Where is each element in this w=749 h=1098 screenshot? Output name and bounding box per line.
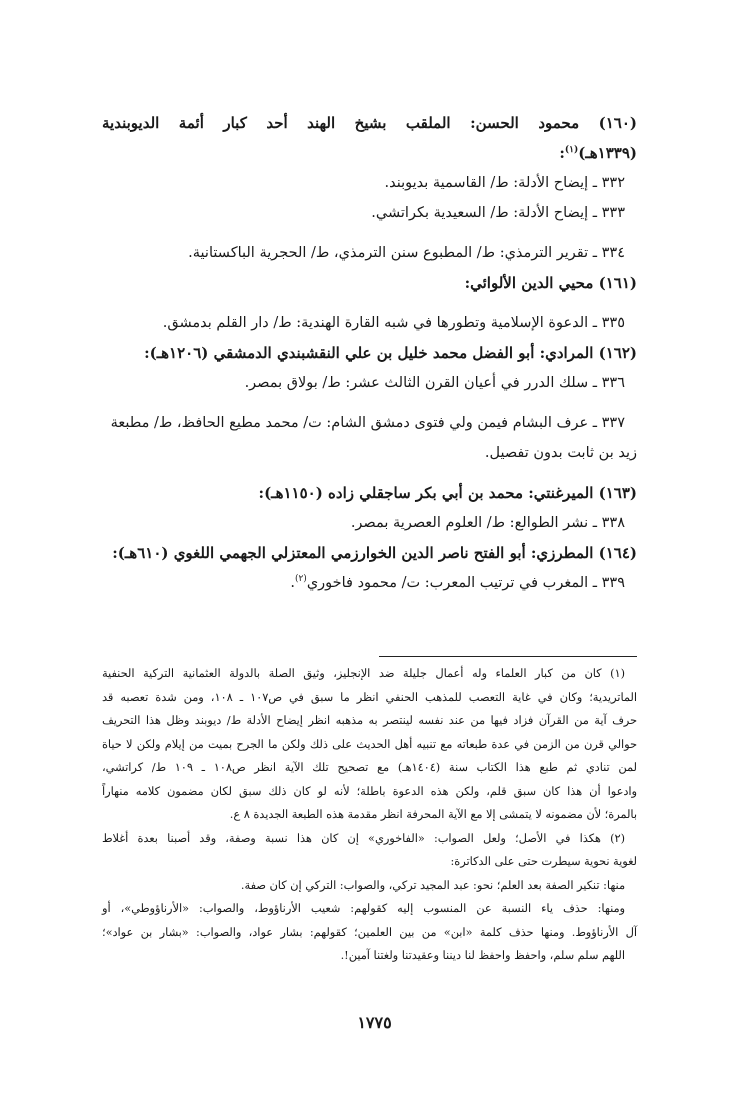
- line-text: ٣٣٢ ـ إيضاح الأدلة: ط/ القاسمية بديوبند.: [384, 175, 625, 191]
- footnote-line: اللهم سلم سلم، واحفظ واحفظ لنا ديننا وعقيدتنا ولغتنا آمين!.: [340, 949, 625, 962]
- book-entry: [102, 368, 637, 398]
- footnote-line: الماتريدية؛ وكان في غاية التعصب للمذهب الحنفي انظر ما سبق في ص١٠٧ ـ ١٠٨، ومن شدة تعصبه قد: [102, 690, 637, 704]
- line-text: ٣٣٥ ـ الدعوة الإسلامية وتطورها في شبه القارة الهندية: ط/ دار القلم بدمشق.: [162, 315, 625, 331]
- main-text: [102, 108, 637, 598]
- line-punctuation: .: [290, 575, 295, 591]
- footnote-line: (٢) هكذا في الأصل؛ ولعل الصواب: «الفاخوري» إن كان هذا نسبة وصفة، وقد أصبنا بعدة أغلاط: [102, 831, 625, 845]
- line-text: (١٦٣) الميرغنتي: محمد بن أبي بكر ساجقلي زاده (١١٥٠هـ):: [258, 484, 637, 502]
- section-heading: [102, 108, 637, 138]
- book-entry: [102, 238, 637, 268]
- section-heading: [102, 338, 637, 368]
- spacer: [102, 468, 637, 478]
- footnote-separator: [379, 656, 637, 657]
- book-entry: [102, 198, 637, 228]
- line-text: ٣٣٨ ـ نشر الطوالع: ط/ العلوم العصرية بمصر.: [350, 515, 625, 531]
- line-text: ٣٣٦ ـ سلك الدرر في أعيان القرن الثالث عشر: ط/ بولاق بمصر.: [244, 375, 625, 391]
- line-text: ٣٣٩ ـ المغرب في ترتيب المعرب: ت/ محمود فاخوري: [306, 575, 625, 591]
- footnote-marker: (٢): [294, 574, 307, 585]
- line-text: ٣٣٤ ـ تقرير الترمذي: ط/ المطبوع سنن الترمذي، ط/ الحجرية الباكستانية.: [188, 245, 625, 261]
- footnote-line: لغوية نحوية سيطرت حتى على الدكاترة:: [450, 855, 637, 868]
- book-entry: [102, 408, 637, 438]
- footnote-marker: (١): [564, 145, 579, 155]
- footnotes: [102, 662, 637, 968]
- footnote-line: وادعوا أن هذا كان سبق قلم، ولكن هذه الدعوة باطلة؛ لأنه لو كان ذلك سبق لكان مضمون كلامه منهاراً: [102, 784, 637, 798]
- line-text: (١٦٤) المطرزي: أبو الفتح ناصر الدين الخوارزمي المعتزلي الجهمي اللغوي (٦١٠هـ):: [112, 544, 637, 562]
- line-text: (١٦٢) المرادي: أبو الفضل محمد خليل بن علي النقشبندي الدمشقي (١٢٠٦هـ):: [144, 344, 637, 362]
- footnote-line: بالمرة؛ لأن مضمونه لا يتمشى إلا مع الآية المحرفة انظر مقدمة هذه الطبعة الجديدة ٨ ع.: [229, 808, 637, 821]
- section-heading: [102, 138, 637, 168]
- section-heading: [102, 268, 637, 298]
- spacer: [102, 298, 637, 308]
- footnote-line: منها: تنكير الصفة بعد العلم؛ نحو: عبد المجيد تركي، والصواب: التركي إن كان صفة.: [240, 878, 625, 892]
- book-entry: [102, 308, 637, 338]
- line-text: زيد بن ثابت بدون تفصيل.: [484, 445, 637, 461]
- line-text: (١٦١) محيي الدين الألوائي:: [464, 274, 637, 292]
- section-heading: [102, 538, 637, 568]
- book-entry: [102, 168, 637, 198]
- book-entry: [102, 568, 637, 598]
- spacer: [102, 398, 637, 408]
- footnote-line: آل الأرناؤوط. ومنها حذف كلمة «ابن» من بين العلمين؛ كقولهم: بشار عواد، والصواب: «بشار بن عواد»؛: [102, 925, 637, 939]
- footnote-line: حرف آية من القرآن فزاد فيها من عند نفسه لينتصر به مذهبه انظر إيضاح الأدلة ط/ ديوبند وظل هذا التحريف: [102, 714, 637, 727]
- entry-continuation: [102, 438, 637, 468]
- line-text: ٣٣٧ ـ عرف البشام فيمن ولي فتوى دمشق الشام: ت/ محمد مطيع الحافظ، ط/ مطبعة: [110, 415, 625, 431]
- book-entry: [102, 508, 637, 538]
- section-heading: [102, 478, 637, 508]
- line-text: (١٣٣٩هـ): [578, 144, 637, 162]
- line-text: ٣٣٣ ـ إيضاح الأدلة: ط/ السعيدية بكراتشي.: [371, 205, 625, 221]
- spacer: [102, 228, 637, 238]
- footnote-line: (١) كان من كبار العلماء وله أعمال جليلة ضد الإنجليز، وثيق الصلة بالدولة العثمانية التركية الحنفية: [102, 667, 625, 680]
- page-number: ١٧٧٥: [357, 1013, 392, 1032]
- footnote-line: حوالي قرن من الزمن في عدة طبعاته مع تنبيه أهل الحديث على ذلك ولكن ما الجرح بميت من إيلام ولكن لا حياة: [102, 737, 637, 751]
- footnote-line: ومنها: حذف ياء النسبة عن المنسوب إليه كقولهم: شعيب الأرناؤوط، والصواب: «الأرناؤوطي»، أو: [102, 902, 625, 915]
- footnote-line: لمن تنادي ثم طبع هذا الكتاب سنة (١٤٠٤هـ) مع تصحيح تلك الآية انظر ص١٠٨ ـ ١٠٩ ط/ كراتشي،: [102, 761, 637, 774]
- line-punctuation: :: [559, 144, 565, 162]
- line-text: (١٦٠) محمود الحسن: الملقب بشيخ الهند أحد كبار أئمة الديوبندية: [102, 114, 637, 132]
